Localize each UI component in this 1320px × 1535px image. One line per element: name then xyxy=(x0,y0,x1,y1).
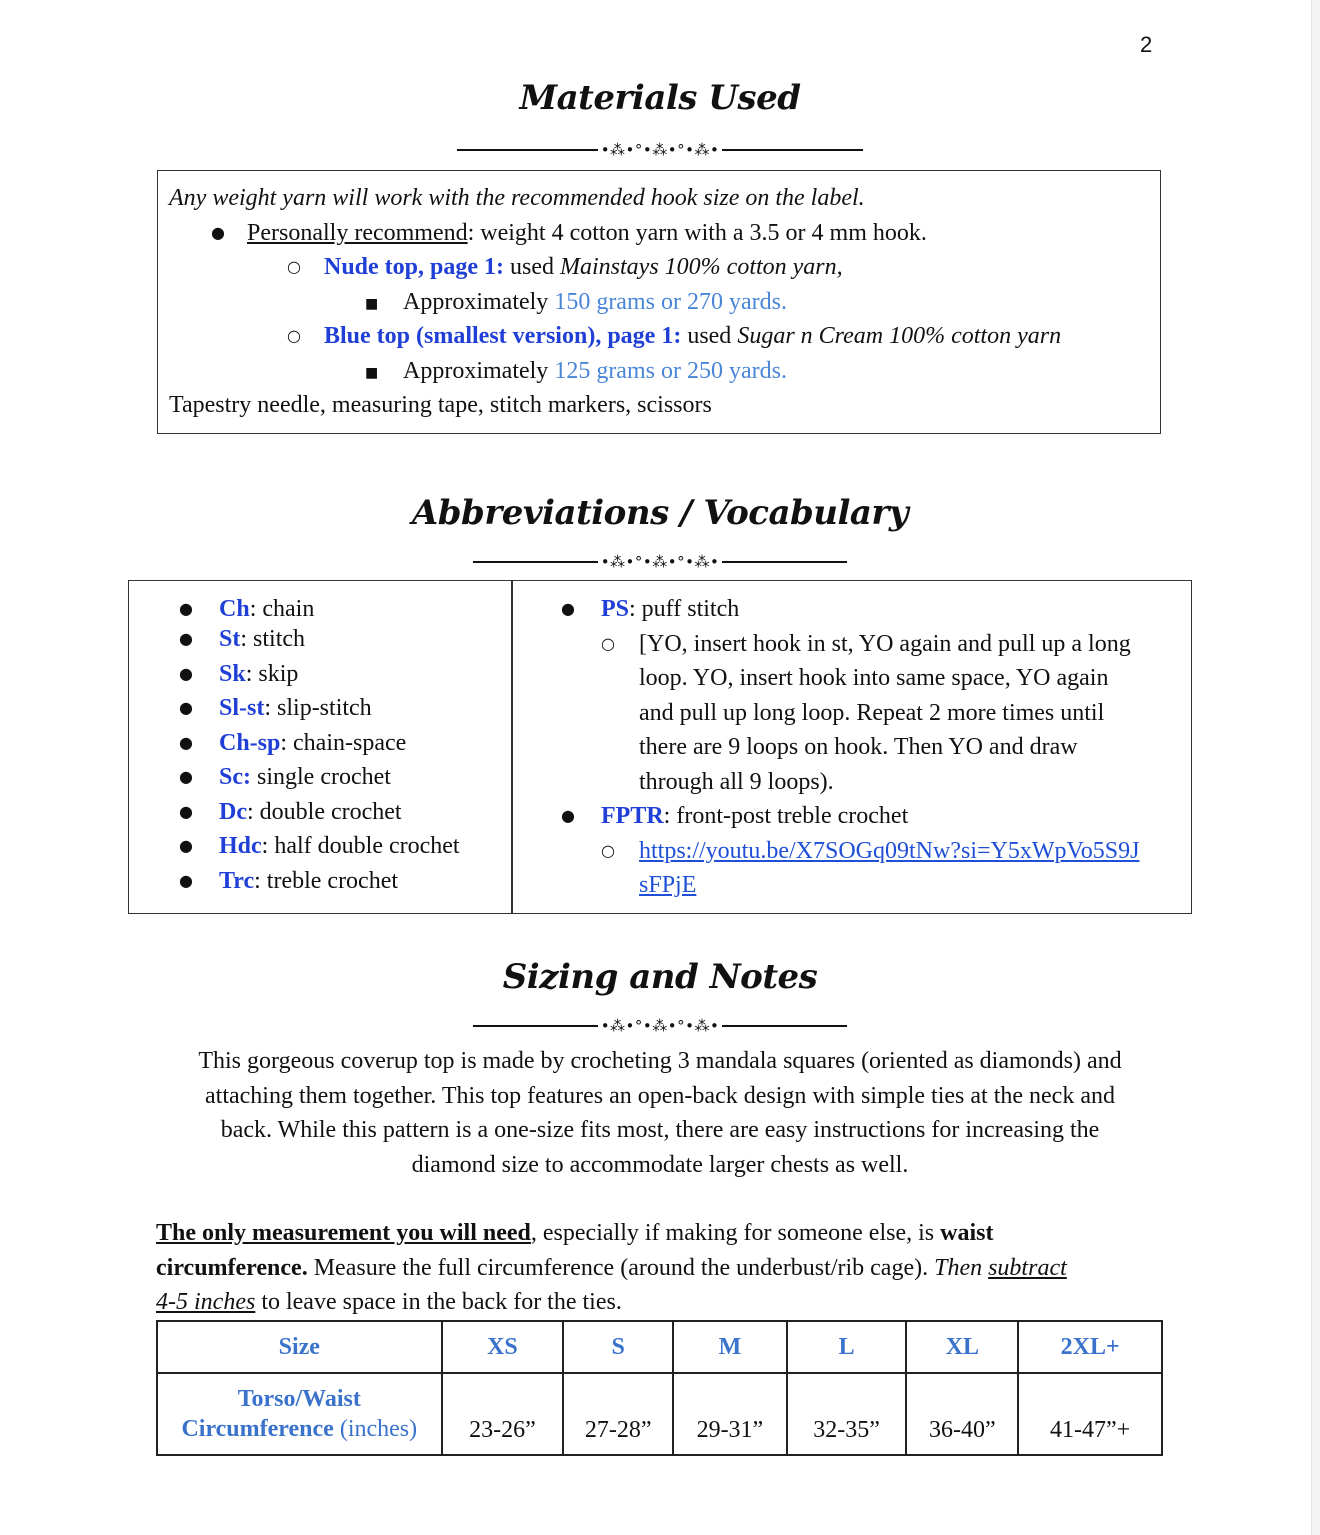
blue-yarn: Sugar n Cream 100% cotton yarn xyxy=(737,323,1062,349)
materials-intro: Any weight yarn will work with the recommended hook size on the label. xyxy=(169,185,865,211)
blue-amount: 125 grams or 250 yards. xyxy=(554,357,787,384)
header-cell: Size xyxy=(157,1321,442,1373)
list-item: ● Hdc: half double crochet xyxy=(179,833,460,859)
header-cell: XS xyxy=(442,1321,564,1373)
size-table xyxy=(156,1320,1163,1456)
recommend-line xyxy=(169,216,1160,251)
ps-description: ○ [YO, insert hook in st, YO again and pull up a long loop. YO, insert hook into same space, YO again and pull up long loop. Repeat 2 more times until there are 9 loops on hook. Then YO and draw through all 9 loops). xyxy=(513,627,1191,800)
bullet-circle-icon: ○ xyxy=(601,633,615,653)
blue-label: Blue top (smallest version), page 1: xyxy=(324,323,682,349)
sizing-divider: •⁂•°•⁂•°•⁂• xyxy=(473,1016,847,1036)
sizing-paragraph: This gorgeous coverup top is made by crocheting 3 mandala squares (oriented as diamonds) and attaching them together. This top features an open-back design with simple ties at the neck and back. While this pattern is a one-size fits most, there are easy instructions for increasing the diamond size to accommodate larger chests as well. xyxy=(198,1048,1122,1178)
abbreviations-divider: •⁂•°•⁂•°•⁂• xyxy=(473,552,847,572)
nude-yarn: Mainstays 100% cotton yarn, xyxy=(560,254,843,280)
list-item: ● Ch: chain xyxy=(179,596,315,622)
list-item: ● Sk: skip xyxy=(179,660,299,687)
table-header-row xyxy=(157,1321,1162,1373)
blue-amount-line: ■ Approximately 125 grams or 250 yards. xyxy=(169,354,1160,389)
list-item: ● Sc: single crochet xyxy=(179,764,391,790)
table-cell: 36-40” xyxy=(906,1373,1018,1455)
bullet-circle-icon: ○ xyxy=(601,840,615,860)
abbr-right-col xyxy=(513,592,1191,903)
table-cell: 32-35” xyxy=(787,1373,907,1455)
bullet-dot-icon: ● xyxy=(211,222,225,242)
bullet-circle-icon: ○ xyxy=(287,257,301,276)
header-cell: 2XL+ xyxy=(1018,1321,1162,1373)
header-cell: L xyxy=(787,1321,907,1373)
header-cell: M xyxy=(673,1321,787,1373)
blue-top-line: ○ Blue top (smallest version), page 1: used Sugar n Cream 100% cotton yarn xyxy=(169,319,1160,354)
header-cell: S xyxy=(563,1321,673,1373)
list-item: ● Trc: treble crochet xyxy=(179,867,399,894)
table-cell: 23-26” xyxy=(442,1373,564,1455)
table-row xyxy=(157,1373,1162,1455)
fptr-link-item xyxy=(513,834,1191,903)
list-item: ● St: stitch xyxy=(179,626,306,652)
bullet-square-icon: ■ xyxy=(365,295,379,312)
measurement-paragraph: The only measurement you will need, especially if making for someone else, is waist circumference. Measure the full circumference (around the underbust/rib cage). Then subtract 4-5 inches to leave space in the back for the ties. xyxy=(156,1220,1067,1315)
recommend-text: : weight 4 cotton yarn with a 3.5 or 4 mm hook. xyxy=(467,219,927,246)
bullet-square-icon: ■ xyxy=(365,364,379,381)
youtube-link-continued[interactable]: sFPjE xyxy=(639,872,697,898)
youtube-link[interactable]: https://youtu.be/X7SOGq09tNw?si=Y5xWpVo5S9J xyxy=(639,837,1140,864)
page-edge xyxy=(1311,0,1320,1535)
tools-line: Tapestry needle, measuring tape, stitch markers, scissors xyxy=(169,392,712,418)
list-item: ● Sl-st: slip-stitch xyxy=(179,695,372,721)
table-cell: 29-31” xyxy=(673,1373,787,1455)
materials-title: Materials Used xyxy=(519,78,801,118)
bullet-circle-icon: ○ xyxy=(287,326,301,345)
materials-divider xyxy=(457,140,863,160)
abbreviations-title: Abbreviations / Vocabulary xyxy=(411,493,909,533)
list-item: ● Dc: double crochet xyxy=(179,798,402,825)
nude-label: Nude top, page 1: xyxy=(324,254,505,280)
materials-box xyxy=(157,170,1161,434)
table-cell: 41-47”+ xyxy=(1018,1373,1162,1455)
nude-top-line: ○ Nude top, page 1: used Mainstays 100% cotton yarn, xyxy=(169,250,1160,285)
fptr-item: ● FPTR: front-post treble crochet xyxy=(561,803,909,829)
nude-amount-line: ■ Approximately 150 grams or 270 yards. xyxy=(169,285,1160,320)
nude-amount: 150 grams or 270 yards. xyxy=(554,288,787,315)
table-cell: 27-28” xyxy=(563,1373,673,1455)
sizing-title: Sizing and Notes xyxy=(502,957,818,997)
abbr-left-list xyxy=(129,592,509,898)
list-item: ● Ch-sp: chain-space xyxy=(179,729,407,756)
row-label-cell: Torso/Waist Circumference (inches) xyxy=(157,1373,442,1455)
recommend-label: Personally recommend xyxy=(247,219,468,246)
divider-ornament: •⁂•°•⁂•°•⁂• xyxy=(600,141,720,159)
header-cell: XL xyxy=(906,1321,1018,1373)
ps-item: ● PS: puff stitch xyxy=(561,596,740,622)
page-number: 2 xyxy=(1140,32,1153,57)
abbreviations-box xyxy=(128,580,1192,914)
